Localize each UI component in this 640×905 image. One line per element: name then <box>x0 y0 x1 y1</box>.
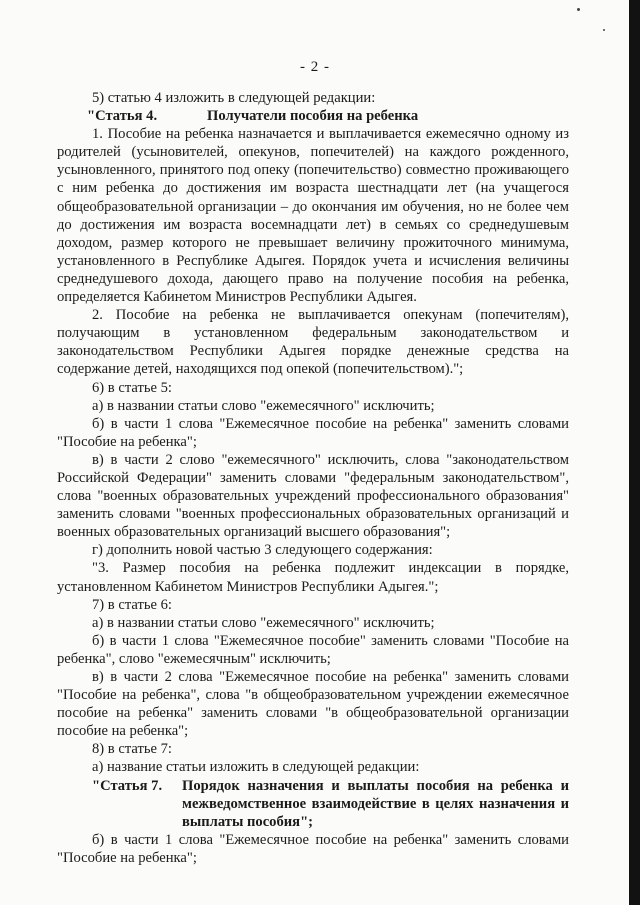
paragraph: а) название статьи изложить в следующей редакции: <box>92 759 420 776</box>
paragraph: б) в части 1 слова "Ежемесячное пособие" заменить словами "Пособие на ребенка", слово "ежемесячным" исключить; <box>57 632 569 667</box>
paragraph: в) в части 2 слово "ежемесячного" исключить, слова "законодательством Российской Федерации" заменить словами "федеральным законодательством", слова "военных образовательных учреждений профессионального образования" заменить словами "военных профессиональных образовательных организаций и военных образовательных организаций высшего образования"; <box>57 451 569 541</box>
paragraph: 1. Пособие на ребенка назначается и выплачивается ежемесячно одному из родителей (усыновителей, опекунов, попечителей) на каждого рожденного, усыновленного, принятого под опеку (попечительство) совместно проживающего с ним ребенка до достижения им возраста шестнадцати лет (на учащегося общеобразовательной организации – до окончания им обучения, но не более чем до достижения им возраста восемнадцати лет) в семьях со среднедушевым доходом, размер которого не превышает величину прожиточного минимума, установленного в Республике Адыгея. Порядок учета и исчисления величины среднедушевого дохода, дающего право на получение пособия на ребенка, определяется Кабинетом Министров Республики Адыгея. <box>57 126 569 306</box>
paragraph: "3. Размер пособия на ребенка подлежит индексации в порядке, установленном Кабинетом Министров Республики Адыгея."; <box>57 560 569 595</box>
paragraph: а) в названии статьи слово "ежемесячного" исключить; <box>92 397 435 414</box>
scan-speck <box>577 8 580 11</box>
paragraph: б) в части 1 слова "Ежемесячное пособие на ребенка" заменить словами "Пособие на ребенка"; <box>57 831 569 866</box>
paragraph: 6) в статье 5: <box>92 379 172 396</box>
article-7-title: Порядок назначения и выплаты пособия на ребенка и межведомственное взаимодействие в целях назначения и выплаты пособия"; <box>182 777 569 830</box>
paragraph: 2. Пособие на ребенка не выплачивается опекунам (попечителям), получающим в установленном федеральным законодательством и законодательством Республики Адыгея порядке денежные средства на содержание детей, находящихся под опекой (попечительством)."; <box>57 307 569 378</box>
article-4-label: "Статья 4. <box>87 108 158 125</box>
article-4-title: Получатели пособия на ребенка <box>207 108 419 125</box>
scan-speck <box>603 29 605 31</box>
paragraph: г) дополнить новой частью 3 следующего содержания: <box>92 542 433 559</box>
document-body <box>57 89 569 867</box>
article-4-heading <box>57 107 569 125</box>
article-7-heading <box>57 777 569 831</box>
paragraph: 5) статью 4 изложить в следующей редакции: <box>92 90 376 106</box>
paragraph: в) в части 2 слова "Ежемесячное пособие на ребенка" заменить словами "Пособие на ребенка", слова "в общеобразовательном учреждении ежемесячное пособие на ребенка" заменить словами "в общеобразовательной организации пособие на ребенка"; <box>57 669 569 740</box>
paragraph: 7) в статье 6: <box>92 596 172 613</box>
paragraph: б) в части 1 слова "Ежемесячное пособие на ребенка" заменить словами "Пособие на ребенка"; <box>57 415 569 450</box>
page-number: - 2 - <box>300 59 330 75</box>
article-7-label: "Статья 7. <box>92 777 163 794</box>
paragraph: 8) в статье 7: <box>92 741 172 758</box>
paragraph: а) в названии статьи слово "ежемесячного" исключить; <box>92 614 435 631</box>
scan-border <box>629 0 640 905</box>
